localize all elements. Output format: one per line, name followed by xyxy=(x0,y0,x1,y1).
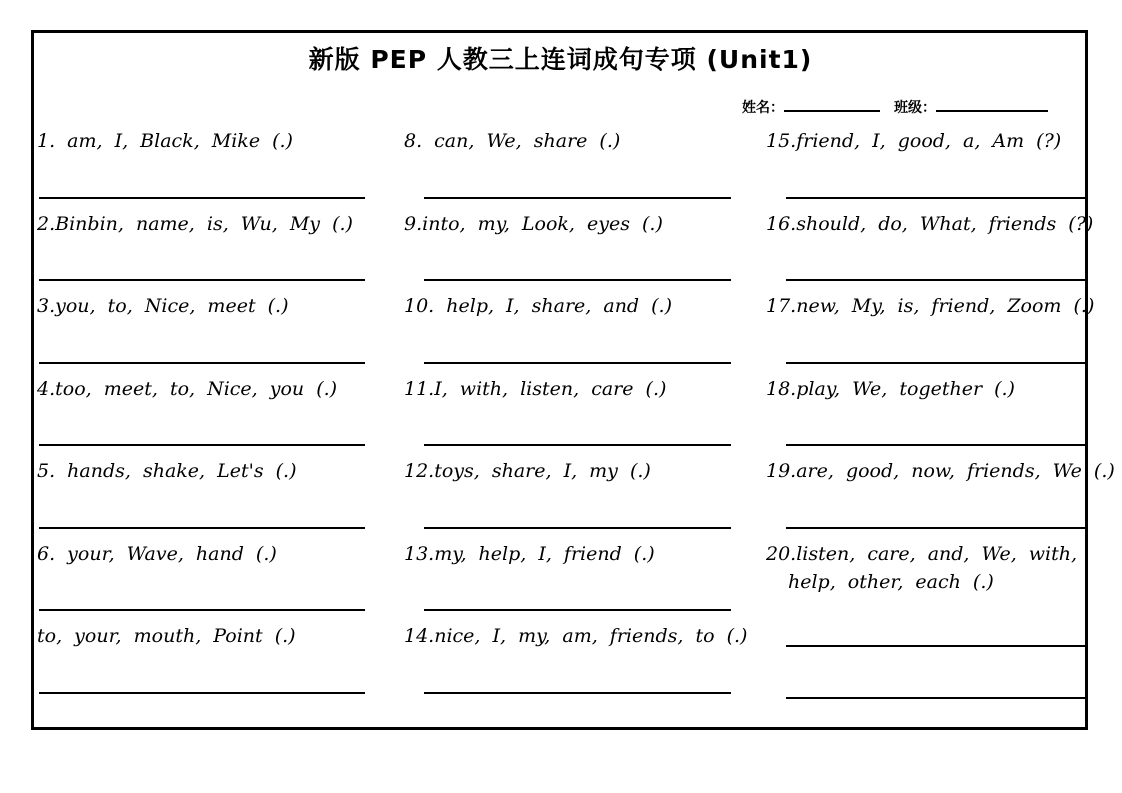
exercise-item-1 xyxy=(37,126,369,209)
answer-blank-line xyxy=(39,444,365,446)
answer-blank-line xyxy=(39,279,365,281)
exercise-text: 5. hands, shake, Let's (.) xyxy=(37,460,297,482)
answer-blank-line xyxy=(39,362,365,364)
exercise-item-10 xyxy=(404,291,738,374)
exercise-item-6 xyxy=(37,539,369,622)
exercise-text: 17.new, My, is, friend, Zoom (.) xyxy=(766,295,1095,317)
column-2 xyxy=(404,126,748,704)
exercise-item-16 xyxy=(760,209,1094,292)
exercise-text: 4.too, meet, to, Nice, you (.) xyxy=(37,377,338,400)
exercise-text: 15.friend, I, good, a, Am (?) xyxy=(766,130,1062,152)
exercise-item-18 xyxy=(760,374,1088,457)
exercise-item-13 xyxy=(404,539,738,622)
exercise-item-4 xyxy=(37,374,369,457)
name-class-row xyxy=(742,97,1048,117)
answer-blank-line xyxy=(786,362,1086,364)
name-blank-line xyxy=(784,99,880,112)
exercise-item-3 xyxy=(37,291,369,374)
exercise-item-17 xyxy=(760,291,1095,374)
answer-blank-line xyxy=(424,527,731,529)
answer-blank-line xyxy=(424,362,731,364)
exercise-text-line1: 20.listen, care, and, We, with, xyxy=(766,542,1078,565)
answer-blank-line xyxy=(424,279,731,281)
answer-blank-line xyxy=(39,609,365,611)
exercise-text: 14.nice, I, my, am, friends, to (.) xyxy=(404,625,748,647)
exercise-item-20-extra xyxy=(760,657,1088,705)
exercise-text: 11.I, with, listen, care (.) xyxy=(404,377,667,400)
name-label: 姓名： xyxy=(742,100,784,116)
class-label: 班级： xyxy=(894,100,936,116)
answer-blank-line xyxy=(39,527,365,529)
exercise-item-8 xyxy=(404,126,738,209)
answer-blank-line xyxy=(786,197,1086,199)
exercise-item-14 xyxy=(404,621,748,704)
exercise-item-12 xyxy=(404,456,738,539)
exercise-text: 10. help, I, share, and (.) xyxy=(404,295,672,317)
exercise-text: 19.are, good, now, friends, We (.) xyxy=(766,460,1115,482)
exercise-text: 1. am, I, Black, Mike (.) xyxy=(37,130,293,152)
exercise-item-5 xyxy=(37,456,369,539)
exercise-text: 18.play, We, together (.) xyxy=(766,377,1015,400)
answer-blank-line xyxy=(786,279,1086,281)
answer-blank-line xyxy=(786,527,1086,529)
exercise-item-20 xyxy=(760,539,1088,657)
exercise-item-2 xyxy=(37,209,369,292)
page-title: 新版 PEP 人教三上连词成句专项 (Unit1) xyxy=(308,45,813,74)
answer-blank-line xyxy=(39,197,365,199)
answer-blank-line xyxy=(424,197,731,199)
exercise-text: 13.my, help, I, friend (.) xyxy=(404,542,655,565)
exercise-text: 12.toys, share, I, my (.) xyxy=(404,460,651,482)
exercise-text: 9.into, my, Look, eyes (.) xyxy=(404,212,663,235)
exercise-item-7 xyxy=(37,621,369,704)
exercise-text-line2: help, other, each (.) xyxy=(788,570,994,593)
class-blank-line xyxy=(936,99,1048,112)
exercise-text: 2.Binbin, name, is, Wu, My (.) xyxy=(37,212,353,235)
answer-blank-line xyxy=(786,444,1086,446)
answer-blank-line xyxy=(786,645,1086,647)
exercise-text: 16.should, do, What, friends (?) xyxy=(766,212,1094,235)
answer-blank-line xyxy=(786,697,1086,699)
answer-blank-line xyxy=(424,609,731,611)
exercise-item-15 xyxy=(760,126,1088,209)
exercise-item-19 xyxy=(760,456,1115,539)
exercise-text: 3.you, to, Nice, meet (.) xyxy=(37,295,289,317)
exercise-text: 6. your, Wave, hand (.) xyxy=(37,542,277,565)
exercise-text: 8. can, We, share (.) xyxy=(404,130,621,152)
exercise-text: to, your, mouth, Point (.) xyxy=(37,625,296,647)
answer-blank-line xyxy=(39,692,365,694)
answer-blank-line xyxy=(424,444,731,446)
column-1 xyxy=(37,126,369,704)
answer-blank-line xyxy=(424,692,731,694)
column-3 xyxy=(760,126,1115,705)
exercise-item-9 xyxy=(404,209,738,292)
exercise-item-11 xyxy=(404,374,738,457)
